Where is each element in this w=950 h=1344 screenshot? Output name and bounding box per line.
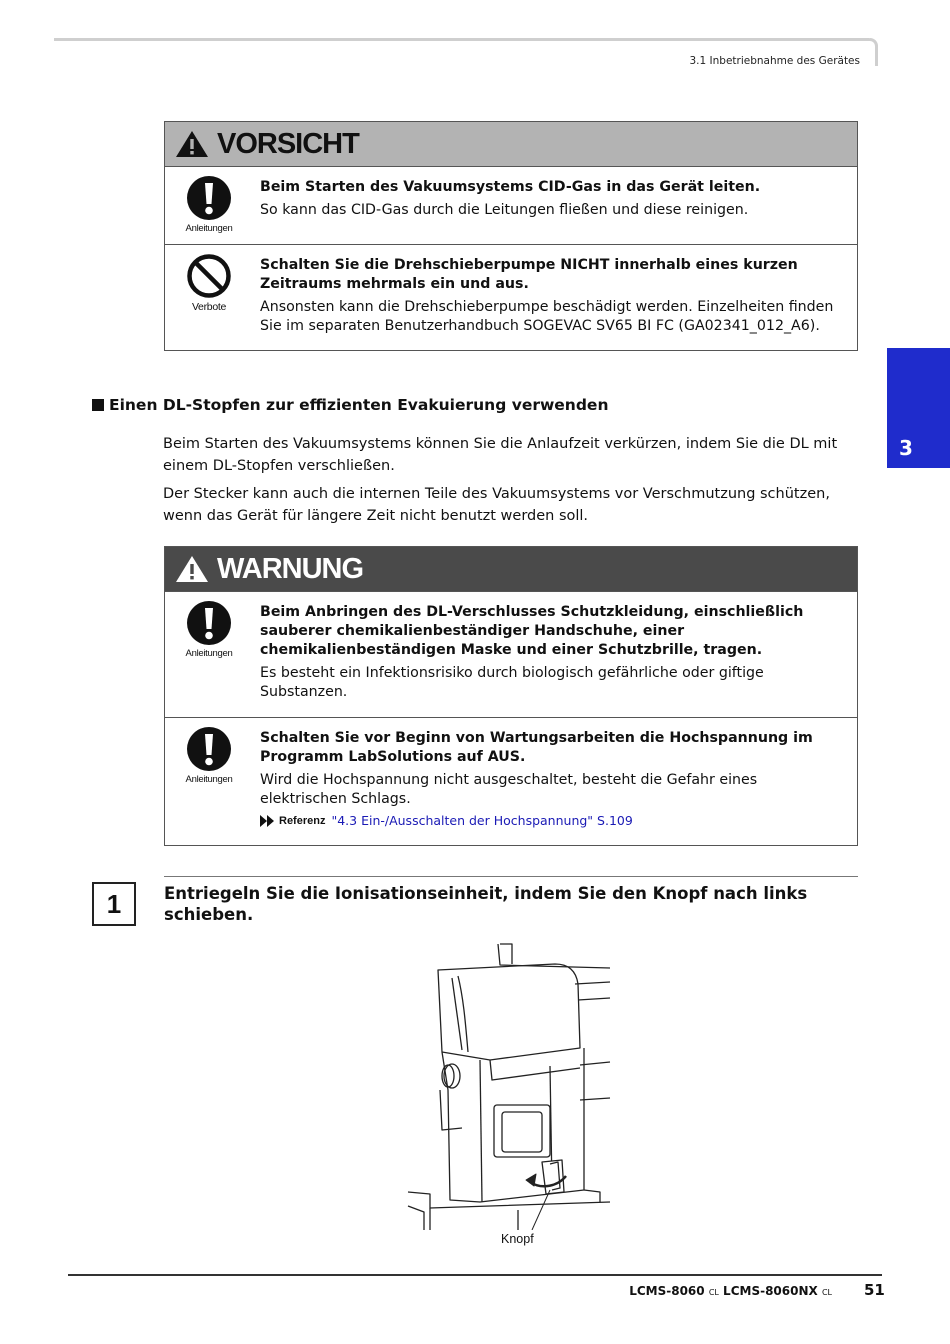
section-paragraph-2: Der Stecker kann auch die internen Teile des Vakuumsystems vor Verschmutzung schützen, wenn das Gerät für längere Zeit nicht benutzt werden soll.: [163, 486, 830, 524]
icon-caption: Anleitungen: [185, 774, 233, 785]
step-number: 1: [92, 882, 136, 926]
caution-row-1-text: So kann das CID-Gas durch die Leitungen fließen und diese reinigen.: [260, 202, 749, 218]
step-instruction: Entriegeln Sie die Ionisationseinheit, indem Sie den Knopf nach links schieben.: [164, 884, 808, 924]
section-paragraph-1: Beim Starten des Vakuumsystems können Sie die Anlaufzeit verkürzen, indem Sie die DL mit einem DL-Stopfen verschließen.: [163, 436, 838, 474]
icon-caption: Anleitungen: [185, 223, 233, 234]
caution-title: VORSICHT: [217, 127, 359, 160]
icon-caption: Anleitungen: [185, 648, 233, 659]
ionization-unit-illustration: [400, 940, 615, 1230]
warning-header: [165, 547, 857, 591]
caution-box: [164, 121, 858, 351]
square-bullet-icon: [92, 399, 104, 411]
footer-rule: [68, 1274, 882, 1276]
caution-row-1: [165, 166, 857, 244]
footer-models: LCMS-8060 CL LCMS-8060NX CL: [629, 1284, 832, 1298]
warning-row-1-text: Es besteht ein Infektionsrisiko durch biologisch gefährliche oder giftige Substanzen.: [260, 665, 764, 700]
reference-label: Referenz: [279, 814, 326, 827]
figure-callout-label: Knopf: [501, 1232, 534, 1246]
caution-row-2: [165, 244, 857, 350]
exclamation-mandatory-icon: [186, 175, 232, 221]
caution-row-2-text: Ansonsten kann die Drehschieberpumpe beschädigt werden. Einzelheiten finden Sie im separaten Benutzerhandbuch SOGEVAC SV65 BI FC (GA02341_012_A6).: [260, 299, 834, 334]
prohibition-icon: [186, 253, 232, 299]
warning-row-2-heading: Schalten Sie vor Beginn von Wartungsarbeiten die Hochspannung im Programm LabSolutions auf AUS.: [260, 730, 813, 765]
caution-row-2-heading: Schalten Sie die Drehschieberpumpe NICHT innerhalb eines kurzen Zeitraums mehrmals ein und aus.: [260, 257, 798, 292]
warning-box: [164, 546, 858, 846]
warning-triangle-icon: [175, 555, 209, 583]
exclamation-mandatory-icon: [186, 726, 232, 772]
page-number: 51: [864, 1281, 885, 1299]
icon-caption: Verbote: [191, 301, 227, 313]
reference-line: [260, 813, 839, 828]
warning-triangle-icon: [175, 130, 209, 158]
warning-row-1: [165, 591, 857, 717]
warning-title: WARNUNG: [217, 552, 364, 585]
warning-row-2-text: Wird die Hochspannung nicht ausgeschaltet, besteht die Gefahr eines elektrischen Schlags.: [260, 772, 758, 807]
section-title: Einen DL-Stopfen zur effizienten Evakuierung verwenden: [92, 396, 608, 414]
double-arrow-icon: [260, 815, 276, 827]
caution-header: [165, 122, 857, 166]
step-rule: [164, 876, 858, 877]
exclamation-mandatory-icon: [186, 600, 232, 646]
chapter-number: 3: [899, 436, 913, 460]
caution-row-1-heading: Beim Starten des Vakuumsystems CID-Gas in das Gerät leiten.: [260, 179, 761, 195]
warning-row-1-heading: Beim Anbringen des DL-Verschlusses Schutzkleidung, einschließlich sauberer chemikalienbeständiger Handschuhe, einer chemikalienbeständigen Maske und einer Schutzbrille, tragen.: [260, 604, 804, 658]
header-rule-corner: [870, 38, 878, 66]
reference-link[interactable]: "4.3 Ein-/Ausschalten der Hochspannung" S.109: [331, 813, 633, 828]
warning-row-2: [165, 717, 857, 845]
header-rule: [54, 38, 872, 41]
running-header: 3.1 Inbetriebnahme des Gerätes: [689, 55, 860, 67]
